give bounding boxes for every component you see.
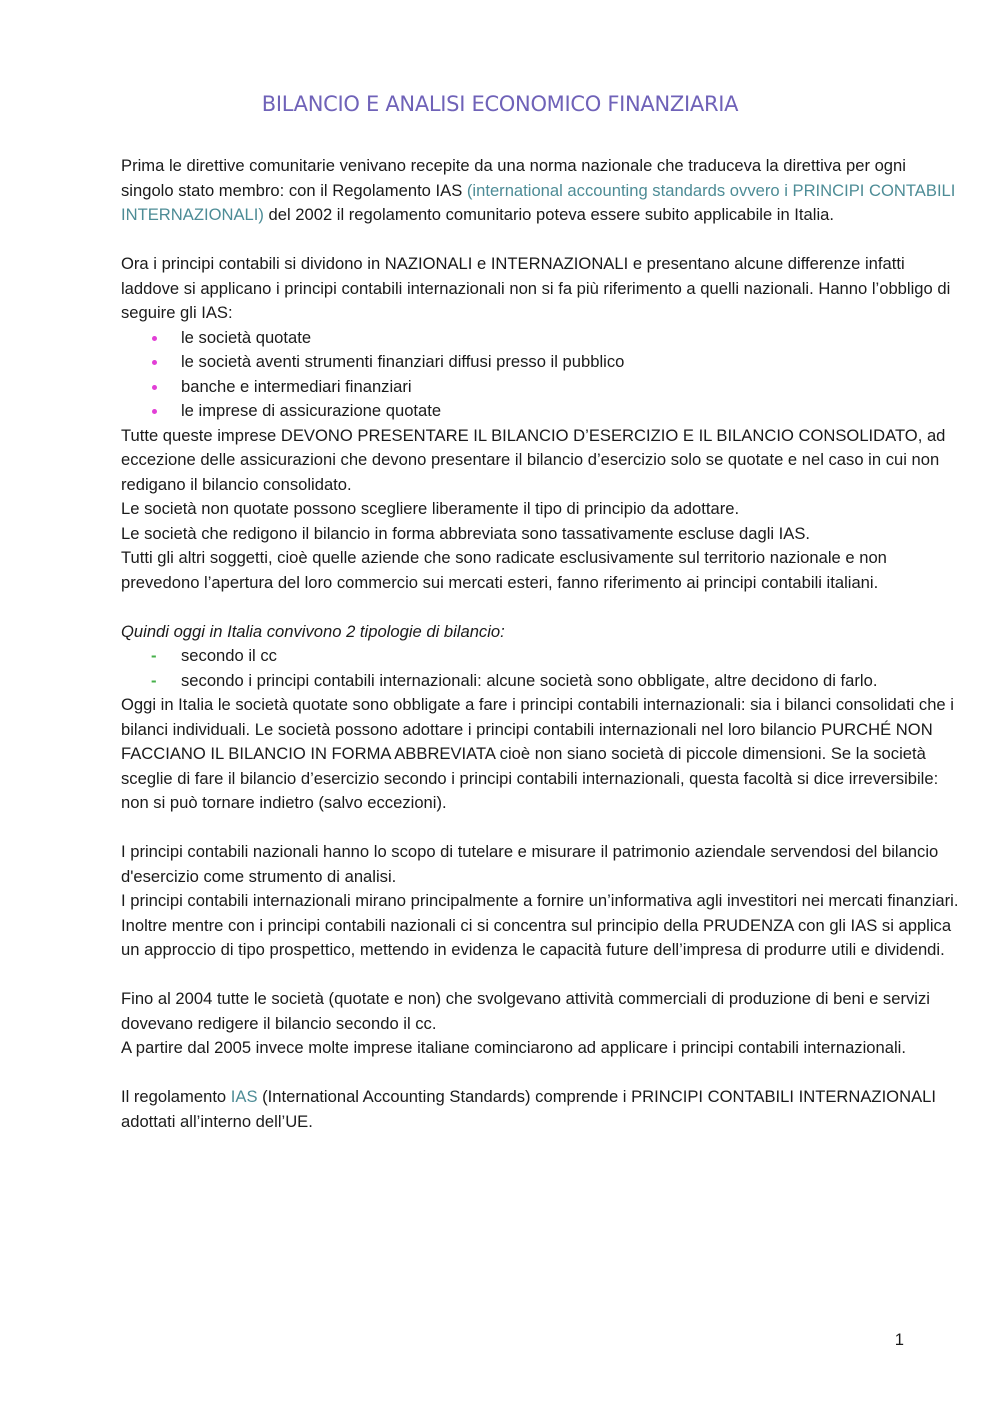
document-title: BILANCIO E ANALISI ECONOMICO FINANZIARIA — [261, 92, 739, 116]
paragraph-spacer — [121, 963, 961, 988]
highlighted-text: (international accounting standards ovvero i PRINCIPI CONTABILI INTERNAZIONALI) — [121, 180, 956, 224]
paragraph-nazionali-scopo: I principi contabili nazionali hanno lo scopo di tutelare e misurare il patrimonio aziendale servendosi del bilancio d'esercizio come strumento di analisi. — [121, 842, 939, 886]
list-item-text: le società aventi strumenti finanziari diffusi presso il pubblico — [181, 352, 625, 371]
paragraph-forma-abbreviata: Le società che redigono il bilancio in forma abbreviata sono tassativamente escluse dagli IAS. — [121, 523, 811, 543]
paragraph-spacer — [121, 228, 961, 253]
paragraph-text: del 2002 il regolamento comunitario poteva essere subito applicabile in Italia. — [263, 205, 834, 224]
list-item — [121, 375, 961, 400]
bilancio-types-list — [121, 644, 961, 693]
list-item — [121, 399, 961, 424]
list-item-text: le società quotate — [181, 327, 312, 347]
highlighted-text: IAS — [230, 1087, 258, 1106]
paragraph-internazionali-scopo: I principi contabili internazionali mirano principalmente a fornire un’informativa agli investitori nei mercati finanziari. — [121, 891, 959, 910]
list-item-text: secondo il cc — [181, 646, 277, 665]
bullet-dot-icon — [152, 336, 157, 341]
list-item — [121, 326, 961, 351]
paragraph-fino-2004: Fino al 2004 tutte le società (quotate e non) che svolgevano attività commerciali di produzione di beni e servizi dovevano redigere il bilancio secondo il cc. — [121, 989, 930, 1033]
paragraph-spacer — [121, 816, 961, 841]
paragraph-spacer — [121, 1061, 961, 1086]
paragraph-principi-contabili: Ora i principi contabili si dividono in NAZIONALI e INTERNAZIONALI e presentano alcune differenze infatti laddove si applicano i principi contabili internazionali non si fa più riferimento a quelli nazionali. Hanno l’obbligo di seguire gli IAS: — [121, 254, 951, 322]
paragraph-altri-soggetti: Tutti gli altri soggetti, cioè quelle aziende che sono radicate esclusivamente sul territorio nazionale e non prevedono l’apertura del loro commercio sui mercati esteri, fanno riferimento ai principi contabili italiani. — [121, 548, 887, 592]
bullet-dot-icon — [152, 360, 157, 365]
list-item — [121, 644, 961, 669]
paragraph-prudenza: Inoltre mentre con i principi contabili nazionali ci si concentra sul principio della PRUDENZA con gli IAS si applica un approccio di tipo prospettico, mettendo in evidenza le capacità future dell’impresa di produrre utili e dividendi. — [121, 915, 952, 959]
bullet-dash-icon: - — [151, 646, 157, 665]
paragraph-text: Prima le direttive comunitarie venivano recepite da una norma nazionale che traduceva la direttiva per ogni singolo stato membro: con il Regolamento IAS — [121, 156, 906, 200]
paragraph-non-quotate: Le società non quotate possono scegliere liberamente il tipo di principio da adottare. — [121, 499, 740, 518]
paragraph-societa-quotate: Oggi in Italia le società quotate sono obbligate a fare i principi contabili internazionali: sia i bilanci consolidati che i bilanci individuali. Le società possono adottare i principi contabili internazionali nel loro bilancio PURCHÉ NON FACCIANO IL BILANCIO IN FORMA ABBREVIATA cioè non siano società di piccole dimensioni. Se la società sceglie di fare il bilancio d’esercizio secondo i principi contabili internazionali, questa facoltà si dice irreversibile: non si può tornare indietro (salvo eccezioni). — [121, 695, 954, 812]
page-number: 1 — [894, 1330, 904, 1349]
list-item — [121, 669, 961, 694]
bullet-dash-icon: - — [151, 670, 157, 690]
list-item-text: secondo i principi contabili internazionali: alcune società sono obbligate, altre decidono di farlo. — [181, 670, 878, 690]
paragraph-dal-2005: A partire dal 2005 invece molte imprese italiane cominciarono ad applicare i principi contabili internazionali. — [121, 1038, 906, 1057]
list-item-text: le imprese di assicurazione quotate — [181, 401, 442, 420]
paragraph-tipologie: Quindi oggi in Italia convivono 2 tipologie di bilancio: — [121, 621, 505, 641]
paragraph-text: Il regolamento — [121, 1087, 231, 1106]
paragraph-regolamento-ias — [121, 154, 961, 228]
paragraph-text: (International Accounting Standards) comprende i PRINCIPI CONTABILI INTERNAZIONALI adottati all’interno dell’UE. — [121, 1087, 936, 1131]
document-body — [121, 154, 961, 1134]
bullet-dot-icon — [152, 409, 157, 414]
paragraph-regolamento-ue — [121, 1085, 961, 1134]
paragraph-spacer — [121, 595, 961, 620]
list-item — [121, 350, 961, 375]
paragraph-obblighi: Tutte queste imprese DEVONO PRESENTARE IL BILANCIO D’ESERCIZIO E IL BILANCIO CONSOLIDATO, ad eccezione delle assicurazioni che devono presentare il bilancio d’esercizio solo se quotate e nel caso in cui non redigano il bilancio consolidato. — [121, 425, 946, 494]
list-item-text: banche e intermediari finanziari — [181, 376, 412, 396]
bullet-dot-icon — [152, 385, 157, 390]
obligated-entities-list — [121, 326, 961, 424]
